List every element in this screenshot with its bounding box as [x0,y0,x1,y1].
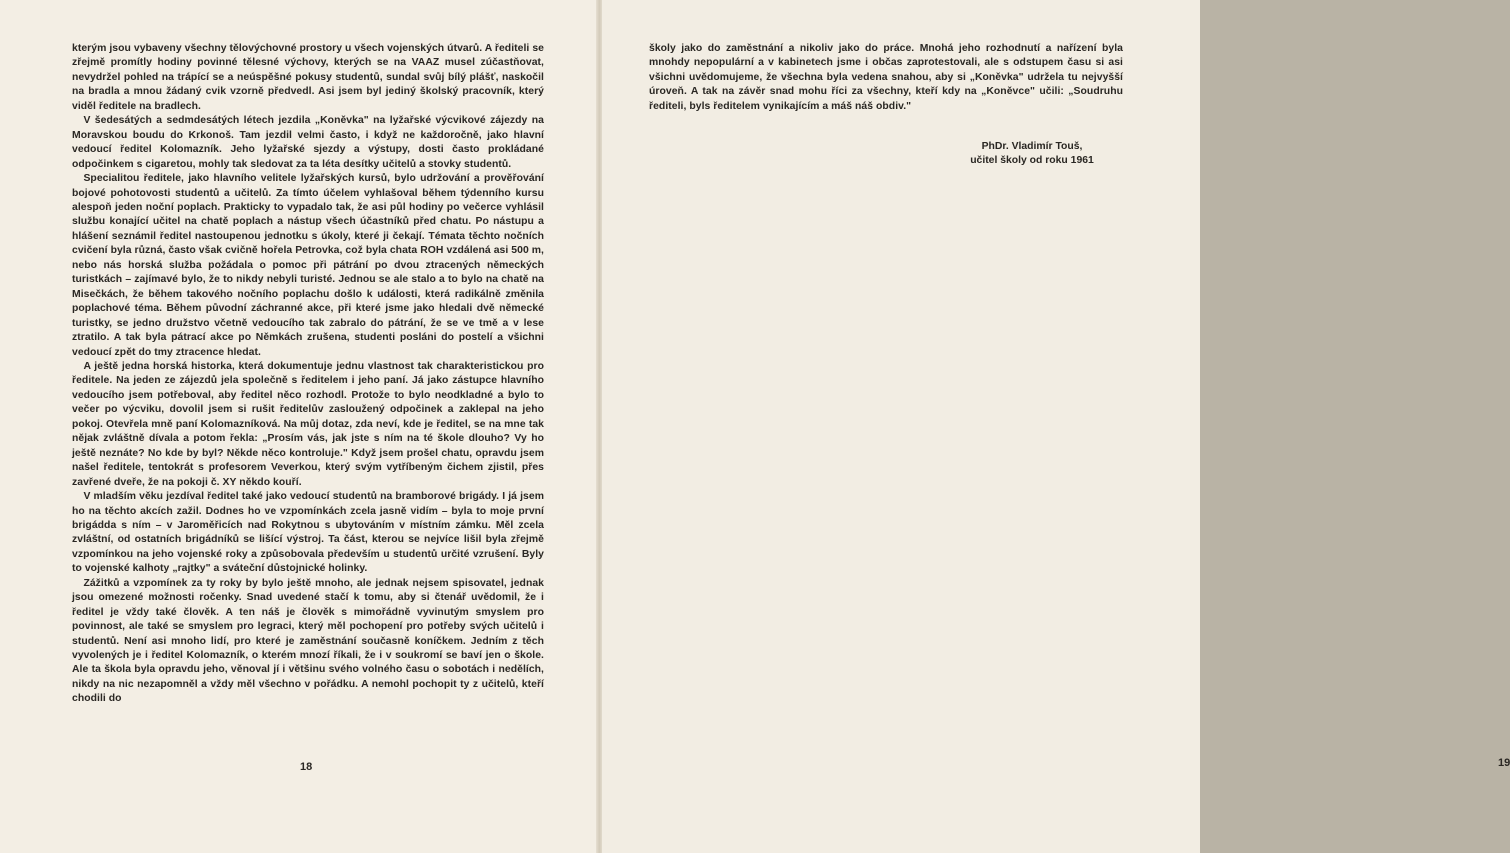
paragraph: Specialitou ředitele, jako hlavního velitele lyžařských kursů, bylo udržování a prověřování bojové pohotovosti studentů a učitelů. Za tímto účelem vyhlašoval během týdenního kursu alespoň jeden noční poplach. Prakticky to vypadalo tak, že asi půl hodiny po večerce vyhlásil službu konající učitel na chatě poplach a nástup všech účastníků před chatu. Po nástupu a hlášení seznámil ředitel nastoupenou jednotku s úkoly, které ji čekají. Témata těchto nočních cvičení byla různá, často však cvičně hořela Petrovka, což byla chata ROH vzdálená asi 500 m, nebo nás horská služba požádala o pomoc při pátrání po dvou ztracených německých turistkách – zajímavé bylo, že to nikdy nebyli turisté. Jednou se ale stalo a to bylo na chatě na Misečkách, že během takového nočního poplachu došlo k události, která radikálně změnila poplachové téma. Během původní záchranné akce, při které jsme jako hledali dvě německé turistky, se jedno družstvo včetně vedoucího tak zabralo do pátrání, že se ve tmě a v lese ztratilo. A tak byla pátrací akce po Němkách zrušena, studenti posláni do postelí a všichni vedoucí zpět do tmy ztracence hledat. [72,173,544,358]
paragraph: kterým jsou vybaveny všechny tělovýchovné prostory u všech vojenských útvarů. A řediteli se zřejmě promítly hodiny povinné tělesné výchovy, kterých se na VAAZ musel zúčastňovat, nevydržel pohled na trápící se a neúspěšné pokusy studentů, sundal svůj bílý plášť, naskočil na bradla a mnou žádaný cvik vzorně předvedl. Asi jsem byl jediný školský pracovník, který viděl ředitele na bradlech. [72,43,544,112]
paragraph: školy jako do zaměstnání a nikoliv jako do práce. Mnohá jeho rozhodnutí a nařízení byla mnohdy nepopulární a v kabinetech jsme i občas zaprotestovali, ale s odstupem času si asi všichni uvědomujeme, že všechna byla vedena snahou, aby si „Koněvka" udržela tu nejvyšší úroveň. A tak na závěr snad mohu říci za všechny, kteří kdy na „Koněvce" učili: „Soudruhu řediteli, byls ředitelem vynikajícím a máš náš obdiv." [649,43,1123,112]
left-page [0,0,598,853]
paragraph: V mladším věku jezdíval ředitel také jako vedoucí studentů na bramborové brigády. I já jsem ho na těchto akcích zažil. Dodnes ho ve vzpomínkách zcela jasně vidím – byla to moje první brigádda s ním – v Jaroměřicích nad Rokytnou s ubytováním v místním zámku. Měl zcela zvláštní, od ostatních brigádníků se lišící výstroj. Ta část, kterou se nejvíce lišil byla zřejmě vzpomínkou na jeho vojenské roky a způsobovala především u studentů určité vzrušení. Byly to vojenské kalhoty „rajtky" a sváteční důstojnické holinky. [72,491,544,575]
author-name: PhDr. Vladimír Touš, [981,141,1083,152]
right-page [602,0,1510,853]
paragraph: A ještě jedna horská historka, která dokumentuje jednu vlastnost tak charakteristickou pro ředitele. Na jeden ze zájezdů jela společně s ředitelem i jeho paní. Já jako zástupce hlavního vedoucího jsem potřeboval, aby ředitel něco rozhodl. Protože to bylo neodkladné a bylo to večer po výcviku, dovolil jsem si rušit ředitelův zasloužený odpočinek a zaklepal na jeho pokoj. Otevřela mně paní Kolomazníková. Na můj dotaz, zda neví, kde je ředitel, se na mne tak nějak zvláštně dívala a potom řekla: „Prosím vás, jak jste s ním na té škole dlouho? Vy ho ještě neznáte? No kde by byl? Někde něco kontroluje." Když jsem prošel chatu, opravdu jsem našel ředitele, tentokrát s profesorem Veverkou, který svým vytříbeným čichem zjistil, přes zavřené dveře, že na pokoji č. XY někdo kouří. [72,360,544,488]
left-page-text [72,42,544,707]
author-role: učitel školy od roku 1961 [970,155,1094,167]
paragraph: Zážitků a vzpomínek za ty roky by bylo ještě mnoho, ale jednak nejsem spisovatel, jednak jsou omezené možnosti ročenky. Snad uvedené stačí k tomu, aby si čtenář uvědomil, že i ředitel je vždy také člověk. A ten náš je člověk s mimořádně vyvinutým smyslem pro povinnost, ale také se smyslem pro legraci, který měl pochopení pro potřeby svých učitelů i studentů. Není asi mnoho lidí, pro které je zaměstnání současně koníčkem. Jedním z těch vyvolených je i ředitel Kolomazník, o kterém mnozí říkali, že i v soukromí se baví jen o škole. Ale ta škola byla opravdu jeho, věnoval jí i většinu svého volného času o sobotách i nedělích, nikdy na nic nezapomněl a vždy měl všechno v pořádku. A nemohl pochopit ty z učitelů, kteří chodili do [72,577,544,705]
paragraph: V šedesátých a sedmdesátých létech jezdila „Koněvka" na lyžařské výcvikové zájezdy na Moravskou boudu do Krkonoš. Tam jezdil velmi často, i když ne každoročně, jako hlavní vedoucí ředitel Kolomazník. Jeho lyžařské sjezdy a výstupy, dosti často prokládané odpočinkem s cigaretou, mohly tak sledovat za ta léta desítky učitelů a stovky studentů. [72,115,544,170]
page-number-right: 19 [1498,757,1510,769]
right-page-text [649,42,1123,114]
author-signature [932,140,1132,169]
page-number-left: 18 [300,761,313,773]
